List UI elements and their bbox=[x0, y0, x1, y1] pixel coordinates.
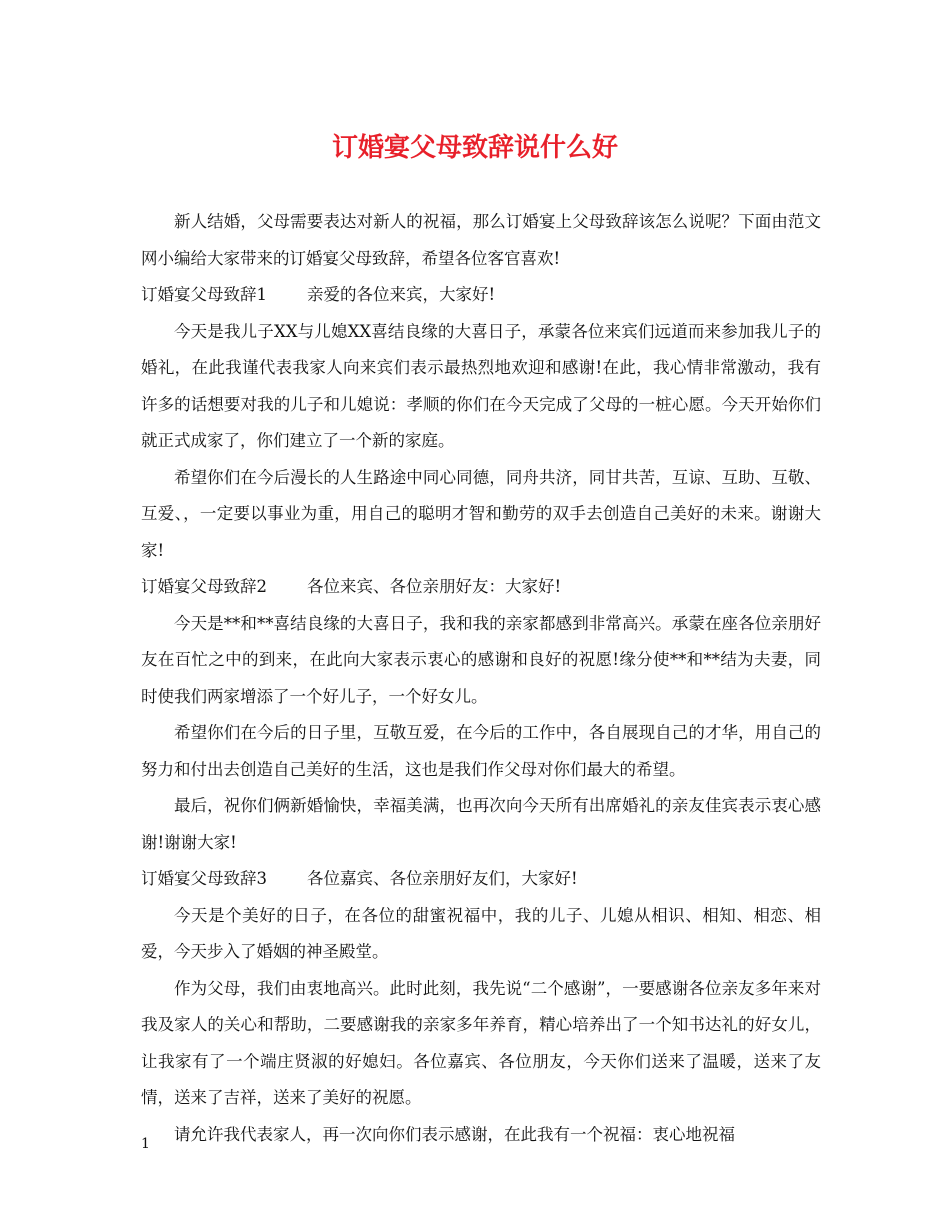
section-heading-3 bbox=[141, 861, 821, 898]
section-heading-title: 订婚宴父母致辞3 bbox=[141, 869, 267, 888]
section-heading-title: 订婚宴父母致辞1 bbox=[141, 285, 267, 304]
document-body bbox=[141, 204, 821, 1153]
page-title: 订婚宴父母致辞说什么好 bbox=[331, 133, 618, 163]
section-greeting: 亲爱的各位来宾，大家好! bbox=[307, 285, 496, 304]
section-3-paragraph-2: 作为父母，我们由衷地高兴。此时此刻，我先说“二个感谢”，一要感谢各位亲友多年来对我及家人的关心和帮助，二要感谢我的亲家多年养育，精心培养出了一个知书达礼的好女儿，让我家有了一个端庄贤淑的好媳妇。各位嘉宾、各位朋友，今天你们送来了温暖，送来了友情，送来了吉祥，送来了美好的祝愿。 bbox=[141, 978, 821, 1107]
section-3-paragraph-1: 今天是个美好的日子，在各位的甜蜜祝福中，我的儿子、儿媳从相识、相知、相恋、相爱，今天步入了婚姻的神圣殿堂。 bbox=[141, 905, 821, 961]
section-2-paragraph-3: 最后，祝你们俩新婚愉快，幸福美满，也再次向今天所有出席婚礼的亲友佳宾表示衷心感谢!谢谢大家! bbox=[141, 796, 821, 852]
section-heading-2 bbox=[141, 569, 821, 606]
section-2-paragraph-2: 希望你们在今后的日子里，互敬互爱，在今后的工作中，各自展现自己的才华，用自己的努力和付出去创造自己美好的生活，这也是我们作父母对你们最大的希望。 bbox=[141, 723, 821, 779]
section-greeting: 各位嘉宾、各位亲朋好友们，大家好! bbox=[307, 869, 578, 888]
section-1-paragraph-2: 希望你们在今后漫长的人生路途中同心同德，同舟共济，同甘共苦，互谅、互助、互敬、互爱、，一定要以事业为重，用自己的聪明才智和勤劳的双手去创造自己美好的未来。谢谢大家! bbox=[141, 467, 821, 560]
section-greeting: 各位来宾、各位亲朋好友：大家好! bbox=[307, 577, 562, 596]
section-2-paragraph-1: 今天是**和**喜结良缘的大喜日子，我和我的亲家都感到非常高兴。承蒙在座各位亲朋好友在百忙之中的到来，在此向大家表示衷心的感谢和良好的祝愿!缘分使**和**结为夫妻，同时使我们两家增添了一个好儿子，一个好女儿。 bbox=[141, 613, 821, 706]
section-1-paragraph-1: 今天是我儿子XX与儿媳XX喜结良缘的大喜日子，承蒙各位来宾们远道而来参加我儿子的婚礼，在此我谨代表我家人向来宾们表示最热烈地欢迎和感谢!在此，我心情非常激动，我有许多的话想要对我的儿子和儿媳说：孝顺的你们在今天完成了父母的一桩心愿。今天开始你们就正式成家了，你们建立了一个新的家庭。 bbox=[141, 321, 821, 450]
section-heading-1 bbox=[141, 277, 821, 314]
section-3-paragraph-3: 请允许我代表家人，再一次向你们表示感谢，在此我有一个祝福：衷心地祝福 bbox=[174, 1124, 735, 1144]
page-number: 1 bbox=[141, 1136, 150, 1152]
section-heading-title: 订婚宴父母致辞2 bbox=[141, 577, 267, 596]
intro-paragraph: 新人结婚，父母需要表达对新人的祝福，那么订婚宴上父母致辞该怎么说呢？下面由范文网小编给大家带来的订婚宴父母致辞，希望各位客官喜欢! bbox=[141, 212, 821, 268]
